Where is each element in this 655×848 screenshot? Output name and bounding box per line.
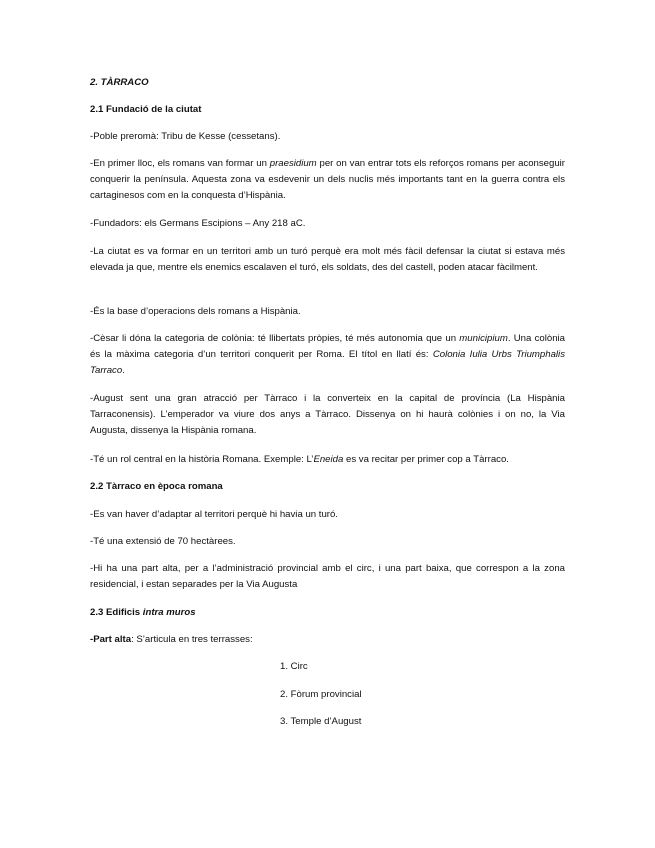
paragraph-turo: -La ciutat es va formar en un territori amb un turó perquè era molt més fàcil defensar la ciutat si estava més elevada ja que, mentre els enemics escalaven el turó, els soldats, des del castell, poden atacar fàcilment. xyxy=(90,246,565,273)
section-heading-fundacio: 2.1 Fundació de la ciutat xyxy=(90,104,202,115)
text-run: . xyxy=(122,365,125,376)
section-heading-edificis xyxy=(90,605,565,621)
part-alta-label: -Part alta xyxy=(90,634,132,645)
section-heading-epoca-romana: 2.2 Tàrraco en època romana xyxy=(90,481,223,492)
document-title: 2. TÀRRACO xyxy=(90,77,149,88)
paragraph-august: -August sent una gran atracció per Tàrraco i la converteix en la capital de província (La Hispània Tarraconensis). L’emperador va viure dos anys a Tàrraco. Dissenya on hi haurà colònies i on no, la Via Augusta, dissenya la Hispània romana. xyxy=(90,393,565,436)
paragraph-terrasses xyxy=(90,632,565,648)
text-run: . Una colònia és la màxima categoria d’un territori conquerit per Roma. El títol en llatí és: xyxy=(90,333,565,360)
text-run: -En primer lloc, els romans van formar un xyxy=(90,158,270,169)
text-run: -Cèsar li dóna la categoria de colònia: té llibertats pròpies, té més autonomia que un xyxy=(90,333,460,344)
paragraph-base-operacions: -És la base d’operacions dels romans a Hispània. xyxy=(90,306,301,317)
text-run: -Té un rol central en la història Romana. Exemple: L’ xyxy=(90,454,314,465)
paragraph-poble-preroma: -Poble preromà: Tribu de Kesse (cessetans). xyxy=(90,131,281,142)
paragraph-adaptar: -Es van haver d’adaptar al territori perquè hi havia un turó. xyxy=(90,509,338,520)
italic-term: praesidium xyxy=(269,158,317,169)
paragraph-rol-central xyxy=(90,452,565,468)
paragraph-extensio: -Té una extensió de 70 hectàrees. xyxy=(90,536,236,547)
text-run: per on van entrar tots els reforços romans per aconseguir conquerir la península. Aquesta zona va esdevenir un dels nuclis més importants tant en la guerra contra els cartaginesos com en la conquesta d’Hispània. xyxy=(90,158,565,201)
list-item: 1. Circ xyxy=(280,661,308,672)
italic-term: Eneida xyxy=(313,454,344,465)
paragraph-fundadors: -Fundadors: els Germans Escipions – Any 218 aC. xyxy=(90,218,306,229)
italic-term: Colonia Iulia Urbs Triumphalis Tarraco xyxy=(90,349,565,376)
text-run: es va recitar per primer cop a Tàrraco. xyxy=(343,454,509,465)
paragraph-part-alta-baixa: -Hi ha una part alta, per a l’administració provincial amb el circ, i una part baixa, que correspon a la zona residencial, i estan separades per la Via Augusta xyxy=(90,563,565,590)
paragraph-colonia xyxy=(90,331,565,379)
list-item: 2. Fòrum provincial xyxy=(280,689,362,700)
list-item: 3. Temple d’August xyxy=(280,716,362,727)
paragraph-praesidium xyxy=(90,156,565,204)
italic-term: municipium xyxy=(459,333,508,344)
text-run: 2.3 Edificis xyxy=(90,607,143,618)
italic-term: intra muros xyxy=(142,607,196,618)
text-run: : S’articula en tres terrasses: xyxy=(131,634,253,645)
